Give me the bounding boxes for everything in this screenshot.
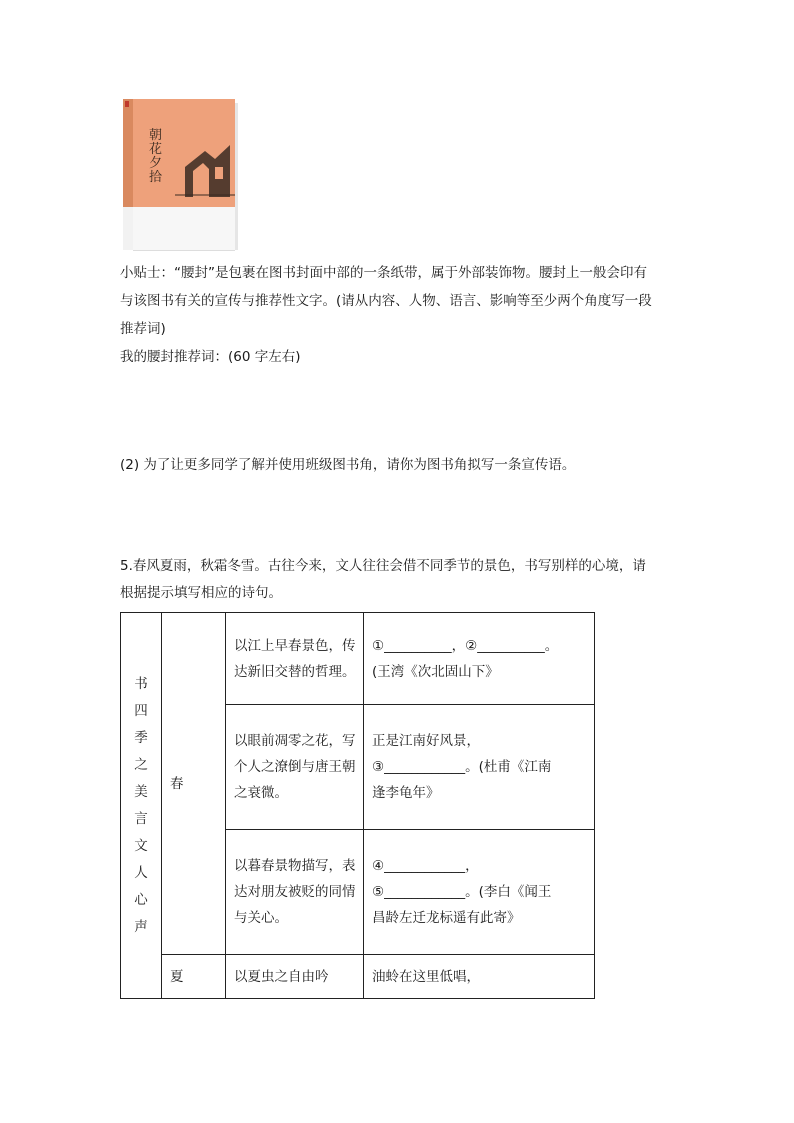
book-shadow [235,103,238,250]
question-5-line-2: 根据提示填写相应的诗句。 [120,585,282,601]
hint-cell [226,705,364,830]
answer-line: 油蛉在这里低唱， [372,968,480,985]
season-cell-summer: 夏 [162,955,226,999]
hint-text: 以江上早春景色，传达新旧交替的哲理。 [234,637,356,680]
book-spine-band [123,207,133,250]
table-row [121,955,595,999]
book-cover-image [123,99,235,250]
question-5-line-1: 5.春风夏雨，秋霜冬雪。古往今来，文人往往会借不同季节的景色，书写别样的心境，请 [120,558,646,574]
hint-text: 以夏虫之自由吟 [234,968,329,985]
hint-cell [226,830,364,955]
table-row [121,613,595,705]
tip-line-2: 与该图书有关的宣传与推荐性文字。(请从内容、人物、语言、影响等至少两个角度写一段 [120,293,652,309]
answer-line: 逢李龟年》 [372,785,440,801]
answer-cell [364,705,595,830]
hint-text: 以暮春景物描写，表达对朋友被贬的同情与关心。 [234,858,356,926]
recommend-prompt: 我的腰封推荐词：(60 字左右) [120,349,301,365]
tip-line-3: 推荐词) [120,321,166,337]
answer-line: (王湾《次北固山下》 [372,663,499,680]
theme-text: 书四季之美言文人心声 [134,675,148,935]
tip-line-1: 小贴士：“腰封”是包裹在图书封面中部的一条纸带，属于外部装饰物。腰封上一般会印有 [120,265,647,281]
hint-cell [226,613,364,705]
question-2: (2) 为了让更多同学了解并使用班级图书角，请你为图书角拟写一条宣传语。 [120,457,576,473]
answer-line: ①__________，②__________。 [372,637,559,654]
season-cell-spring: 春 [162,613,226,955]
book-front [133,99,235,250]
answer-cell [364,830,595,955]
book-title: 朝花夕拾 [149,128,163,185]
answer-line: ③____________。(杜甫《江南 [372,759,552,775]
book-spine-marker [125,101,129,107]
hint-text: 以眼前凋零之花，写个人之潦倒与唐王朝之衰微。 [234,733,356,801]
answer-cell [364,955,595,999]
book-waistband [133,207,235,251]
theme-cell [121,613,162,999]
answer-line: 昌龄左迁龙标遥有此寄》 [372,910,521,926]
hint-cell [226,955,364,999]
answer-line: ④____________， [372,858,479,874]
answer-cell [364,613,595,705]
answer-line: 正是江南好风景， [372,733,480,749]
answer-line: ⑤____________。(李白《闻王 [372,884,552,900]
poem-table [120,612,595,999]
book-illustration [175,137,235,197]
